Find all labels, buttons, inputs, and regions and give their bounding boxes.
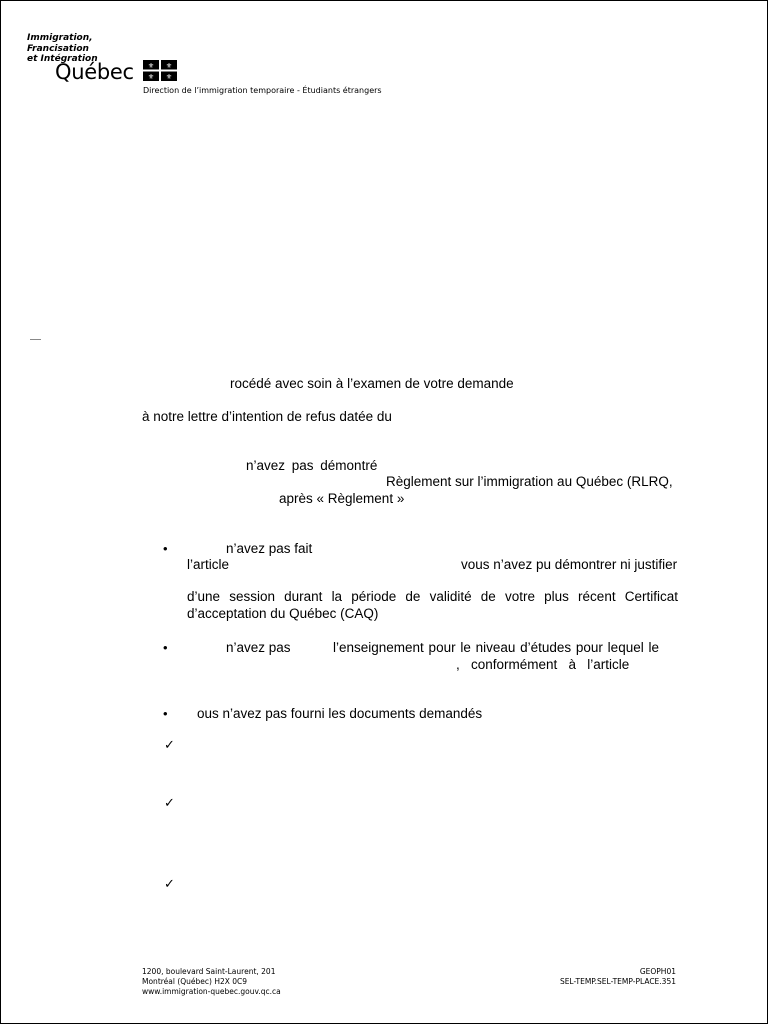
quebec-wordmark: Québec	[55, 60, 134, 84]
bullet-2-line-1-left: n’avez pas	[226, 640, 291, 655]
quebec-flag-icon	[143, 60, 177, 81]
footer-address	[142, 967, 281, 997]
ministry-line-1: Immigration,	[27, 33, 93, 43]
footer-code-1: GEOPH01	[639, 967, 676, 976]
checkmark-icon: ✓	[164, 796, 175, 811]
paragraph-intent-letter: à notre lettre d’intention de refus datée du	[142, 409, 392, 424]
margin-dash	[30, 339, 41, 340]
paragraph-exam: rocédé avec soin à l’examen de votre demande	[230, 376, 514, 391]
bullet-3-text: ous n’avez pas fourni les documents demandés	[197, 706, 483, 721]
svg-text:⚜: ⚜	[147, 62, 155, 70]
footer-document-codes	[560, 967, 676, 987]
footer-address-line-2: Montréal (Québec) H2X 0C9	[142, 977, 248, 986]
direction-name: Direction de l’immigration temporaire - Étudiants étrangers	[143, 86, 382, 95]
footer-website: www.immigration-quebec.gouv.qc.ca	[142, 987, 281, 996]
paragraph-demonstration-line-2: Règlement sur l’immigration au Québec (RLRQ,	[386, 474, 673, 489]
bullet-1-line-1: n’avez pas fait	[226, 541, 313, 556]
bullet-1-line-2-right: vous n’avez pu démontrer ni justifier	[461, 557, 678, 572]
checkmark-icon: ✓	[164, 877, 175, 892]
footer-address-line-1: 1200, boulevard Saint-Laurent, 201	[142, 967, 276, 976]
ministry-line-3: et Intégration	[27, 54, 98, 64]
svg-text:⚜: ⚜	[165, 73, 173, 81]
checkmark-icon: ✓	[164, 738, 175, 753]
bullet-2-line-2: , conformément à l’article	[456, 657, 630, 672]
paragraph-demonstration-line-3: après « Règlement »	[279, 491, 405, 506]
svg-text:⚜: ⚜	[147, 73, 155, 81]
bullet-1-line-3: d’une session durant la période de validité de votre plus récent Certificat	[187, 589, 678, 604]
bullet-1-line-4: d’acceptation du Québec (CAQ)	[187, 606, 379, 621]
footer-code-2: SEL-TEMP.SEL-TEMP-PLACE.351	[559, 977, 676, 986]
bullet-2-line-1-right: l’enseignement pour le niveau d’études pour lequel le	[333, 640, 659, 655]
paragraph-demonstration-line-1: n’avez pas démontré	[246, 458, 378, 473]
svg-text:⚜: ⚜	[165, 62, 173, 70]
bullet-1-marker: •	[163, 541, 168, 556]
bullet-2-marker: •	[163, 640, 168, 655]
bullet-3-marker: •	[163, 706, 168, 721]
bullet-1-line-2-left: l’article	[187, 557, 230, 572]
ministry-line-2: Francisation	[27, 43, 89, 54]
